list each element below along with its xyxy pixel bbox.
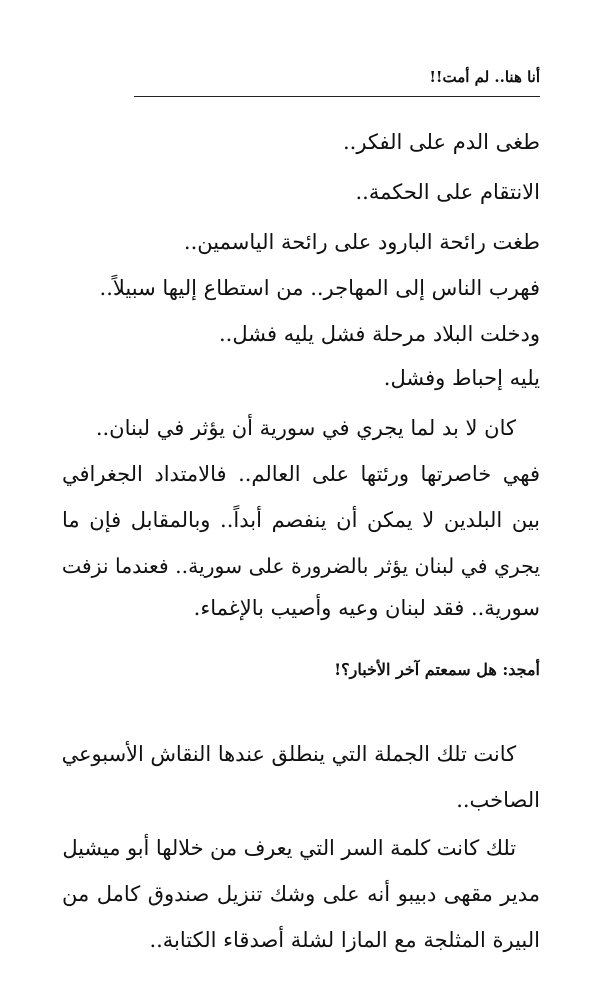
- text-line: طغى الدم على الفكر..: [342, 130, 540, 154]
- text-line: ودخلت البلاد مرحلة فشل يليه فشل..: [219, 322, 540, 346]
- text-line: يجري في لبنان يؤثر بالضرورة على سورية.. فعندما نزفت: [61, 554, 540, 578]
- text-line: يليه إحباط وفشل.: [383, 366, 540, 390]
- text-line: كان لا بد لما يجري في سورية أن يؤثر في لبنان..: [95, 416, 516, 440]
- text-line: مدير مقهى دبيبو أنه على وشك تنزيل صندوق كامل من: [62, 882, 540, 906]
- text-line: الصاخب..: [456, 788, 540, 812]
- running-header: [134, 62, 540, 97]
- text-line: الانتقام على الحكمة..: [355, 180, 540, 204]
- running-title: أنا هنا.. لم أمت!!: [429, 68, 540, 86]
- text-line: بين البلدين لا يمكن أن ينفصم أبداً.. وبالمقابل فإن ما: [62, 508, 541, 532]
- text-line: تلك كانت كلمة السر التي يعرف من خلالها أبو ميشيل: [62, 836, 516, 860]
- text-line: فهرب الناس إلى المهاجر.. من استطاع إليها سبيلاً..: [99, 276, 540, 300]
- text-line: طغت رائحة البارود على رائحة الياسمين..: [183, 230, 540, 254]
- text-line: البيرة المثلجة مع المازا لشلة أصدقاء الكتابة..: [149, 928, 540, 952]
- text-line: فهي خاصرتها ورئتها على العالم.. فالامتداد الجغرافي: [62, 462, 540, 486]
- text-line: كانت تلك الجملة التي ينطلق عندها النقاش الأسبوعي: [61, 742, 516, 766]
- text-line: سورية.. فقد لبنان وعيه وأصيب بالإغماء.: [193, 596, 540, 620]
- speaker-line: أمجد: هل سمعتم آخر الأخبار؟!: [334, 660, 540, 679]
